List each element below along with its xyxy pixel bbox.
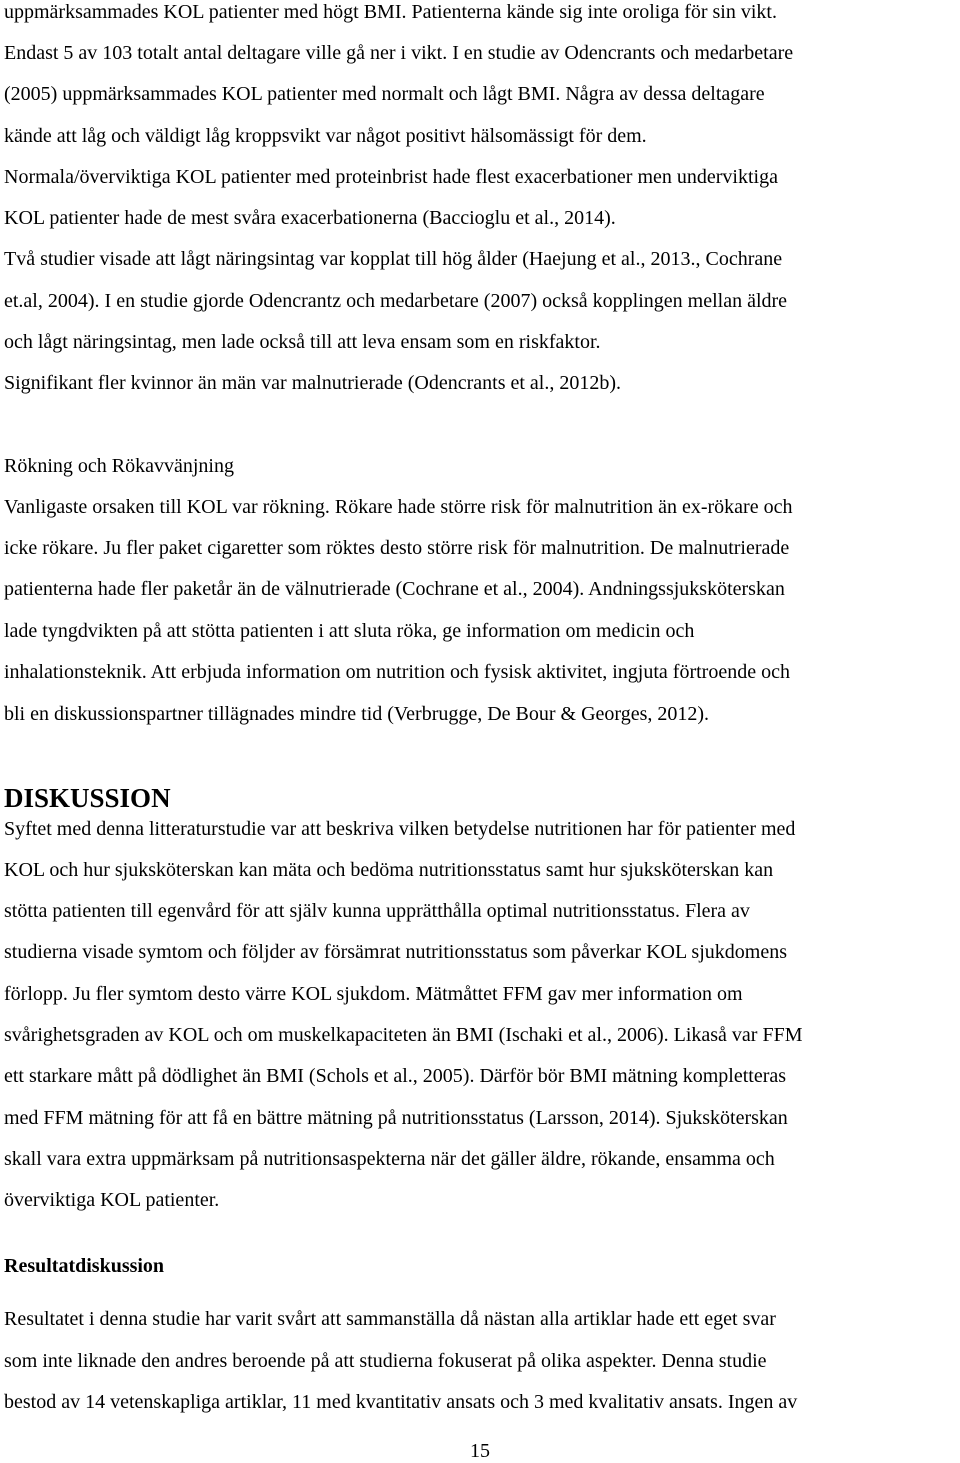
text-line: icke rökare. Ju fler paket cigaretter som röktes desto större risk för malnutrition. De malnutrierade bbox=[4, 537, 790, 559]
text-line: KOL och hur sjuksköterskan kan mäta och bedöma nutritionsstatus samt hur sjuksköterskan kan bbox=[4, 859, 774, 881]
text-line: studierna visade symtom och följder av försämrat nutritionsstatus som påverkar KOL sjukdomens bbox=[4, 941, 787, 963]
text-line: och lågt näringsintag, men lade också till att leva ensam som en riskfaktor. bbox=[4, 331, 601, 353]
section-heading-resultatdiskussion: Resultatdiskussion bbox=[4, 1255, 165, 1277]
section-heading-rokning: Rökning och Rökavvänjning bbox=[4, 455, 234, 477]
page-number: 15 bbox=[470, 1440, 490, 1462]
text-line: patienterna hade fler paketår än de välnutrierade (Cochrane et al., 2004). Andningssjuksköterskan bbox=[4, 578, 785, 600]
text-line: kände att låg och väldigt låg kroppsvikt var något positivt hälsomässigt för dem. bbox=[4, 125, 647, 147]
text-line: skall vara extra uppmärksam på nutritionsaspekterna när det gäller äldre, rökande, ensamma och bbox=[4, 1148, 775, 1170]
text-line: Resultatet i denna studie har varit svårt att sammanställa då nästan alla artiklar hade ett eget svar bbox=[4, 1308, 776, 1330]
text-line: överviktiga KOL patienter. bbox=[4, 1189, 220, 1211]
text-line: Endast 5 av 103 totalt antal deltagare ville gå ner i vikt. I en studie av Odencrants och medarbetare bbox=[4, 42, 794, 64]
text-line: svårighetsgraden av KOL och om muskelkapaciteten än BMI (Ischaki et al., 2006). Likaså var FFM bbox=[4, 1024, 803, 1046]
text-line: Vanligaste orsaken till KOL var rökning. Rökare hade större risk för malnutrition än ex-rökare och bbox=[4, 496, 793, 518]
text-line: Normala/överviktiga KOL patienter med proteinbrist hade flest exacerbationer men underviktiga bbox=[4, 166, 778, 188]
text-line: bestod av 14 vetenskapliga artiklar, 11 med kvantitativ ansats och 3 med kvalitativ ansats. Ingen av bbox=[4, 1391, 798, 1413]
text-line: Signifikant fler kvinnor än män var malnutrierade (Odencrants et al., 2012b). bbox=[4, 372, 622, 394]
text-line: förlopp. Ju fler symtom desto värre KOL sjukdom. Mätmåttet FFM gav mer information om bbox=[4, 983, 743, 1005]
text-line: bli en diskussionspartner tillägnades mindre tid (Verbrugge, De Bour & Georges, 2012). bbox=[4, 703, 710, 725]
text-line: ett starkare mått på dödlighet än BMI (Schols et al., 2005). Därför bör BMI mätning kompletteras bbox=[4, 1065, 787, 1087]
text-line: Syftet med denna litteraturstudie var att beskriva vilken betydelse nutritionen har för patienter med bbox=[4, 818, 796, 840]
text-line: stötta patienten till egenvård för att själv kunna upprätthålla optimal nutritionsstatus. Flera av bbox=[4, 900, 750, 922]
text-line: inhalationsteknik. Att erbjuda information om nutrition och fysisk aktivitet, ingjuta förtroende och bbox=[4, 661, 790, 683]
text-line: med FFM mätning för att få en bättre mätning på nutritionsstatus (Larsson, 2014). Sjuksköterskan bbox=[4, 1107, 788, 1129]
text-line: (2005) uppmärksammades KOL patienter med normalt och lågt BMI. Några av dessa deltagare bbox=[4, 83, 765, 105]
text-line: et.al, 2004). I en studie gjorde Odencrantz och medarbetare (2007) också kopplingen mellan äldre bbox=[4, 290, 788, 312]
text-line: Två studier visade att lågt näringsintag var kopplat till hög ålder (Haejung et al., 2013., Cochrane bbox=[4, 248, 783, 270]
text-line: KOL patienter hade de mest svåra exacerbationerna (Baccioglu et al., 2014). bbox=[4, 207, 616, 229]
section-heading-diskussion: DISKUSSION bbox=[4, 783, 171, 813]
text-line: uppmärksammades KOL patienter med högt BMI. Patienterna kände sig inte oroliga för sin vikt. bbox=[4, 1, 777, 23]
text-line: som inte liknade den andres beroende på att studierna fokuserat på olika aspekter. Denna studie bbox=[4, 1350, 767, 1372]
text-line: lade tyngdvikten på att stötta patienten i att sluta röka, ge information om medicin och bbox=[4, 620, 695, 642]
